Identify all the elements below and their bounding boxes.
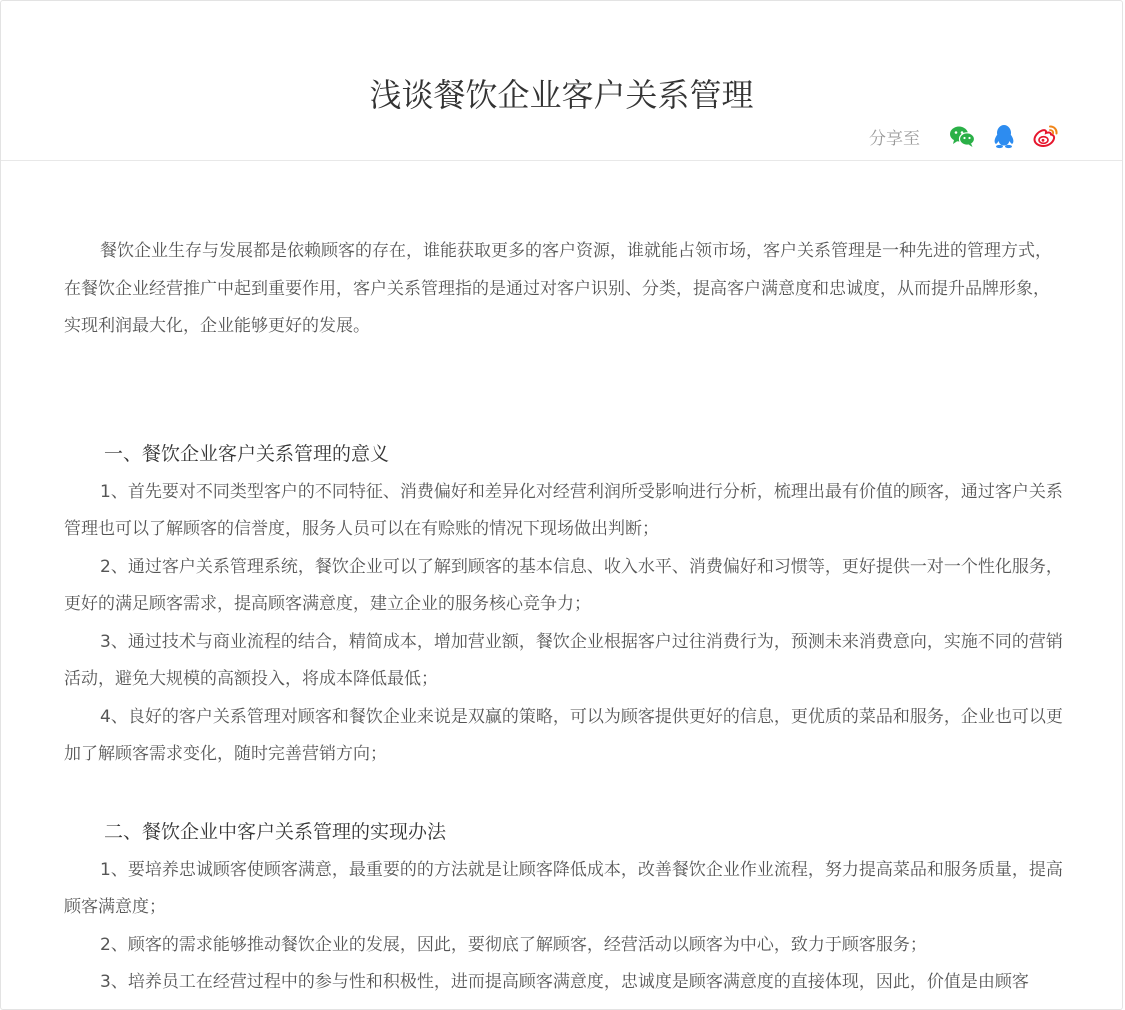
article-header [1, 1, 1122, 161]
list-item: 3、培养员工在经营过程中的参与性和积极性，进而提高顾客满意度，忠诚度是顾客满意度的直接体现，因此，价值是由顾客 [100, 972, 1029, 992]
weibo-icon[interactable] [1032, 122, 1060, 150]
list-item: 2、顾客的需求能够推动餐饮企业的发展，因此，要彻底了解顾客，经营活动以顾客为中心，致力于顾客服务； [100, 934, 927, 955]
list-item: 3、通过技术与商业流程的结合，精简成本，增加营业额，餐饮企业根据客户过往消费行为，预测未来消费意向，实施不同的营销活动，避免大规模的高额投入，将成本降低最低； [64, 631, 1063, 689]
section-heading: 一、餐饮企业客户关系管理的意义 [104, 442, 390, 465]
list-item: 1、首先要对不同类型客户的不同特征、消费偏好和差异化对经营利润所受影响进行分析，梳理出最有价值的顾客，通过客户关系管理也可以了解顾客的信誉度，服务人员可以在有赊账的情况下现场做出判断； [64, 481, 1063, 539]
wechat-icon[interactable] [948, 122, 976, 150]
intro-paragraph: 餐饮企业生存与发展都是依赖顾客的存在，谁能获取更多的客户资源，谁就能占领市场，客户关系管理是一种先进的管理方式，在餐饮企业经营推广中起到重要作用，客户关系管理指的是通过对客户识别、分类，提高客户满意度和忠诚度，从而提升品牌形象，实现利润最大化，企业能够更好的发展。 [64, 241, 1052, 336]
section-heading: 二、餐饮企业中客户关系管理的实现办法 [104, 820, 447, 843]
page-title: 浅谈餐饮企业客户关系管理 [369, 76, 754, 115]
share-bar [869, 121, 1060, 151]
list-item: 4、良好的客户关系管理对顾客和餐饮企业来说是双赢的策略，可以为顾客提供更好的信息，更优质的菜品和服务，企业也可以更加了解顾客需求变化，随时完善营销方向； [64, 706, 1063, 764]
article-body [64, 233, 1064, 1002]
section-spacer [64, 774, 1064, 812]
list-item: 1、要培养忠诚顾客使顾客满意，最重要的的方法就是让顾客降低成本，改善餐饮企业作业流程，努力提高菜品和服务质量，提高顾客满意度； [64, 859, 1063, 917]
share-label: 分享至 [869, 128, 920, 149]
qq-icon[interactable] [990, 122, 1018, 150]
list-item: 2、通过客户关系管理系统，餐饮企业可以了解到顾客的基本信息、收入水平、消费偏好和习惯等，更好提供一对一个性化服务，更好的满足顾客需求，提高顾客满意度，建立企业的服务核心竞争力； [64, 556, 1063, 614]
